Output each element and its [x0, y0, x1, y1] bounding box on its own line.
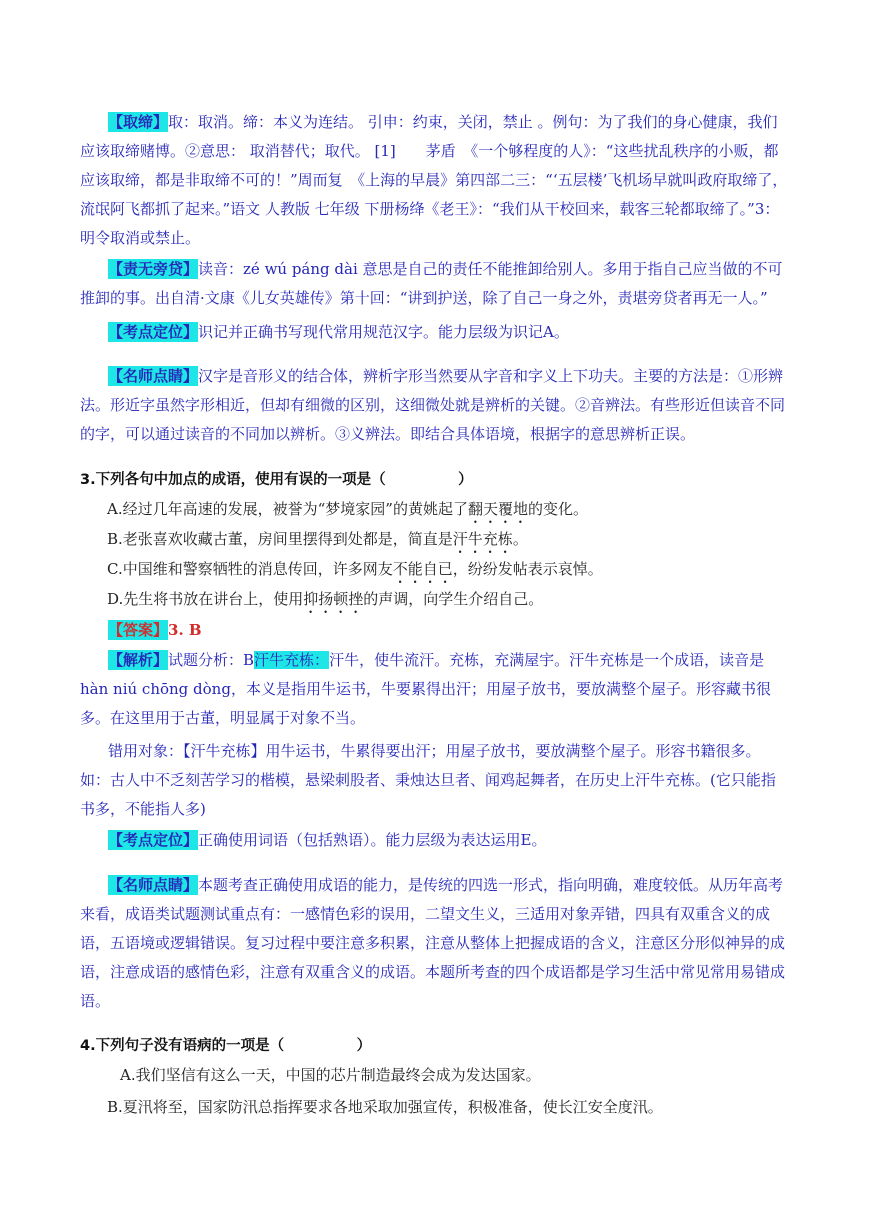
- answer-value: 3. B: [168, 621, 202, 639]
- option-text: A.经过几年高速的发展，被誉为“梦境家园”的黄姚起了: [107, 500, 468, 518]
- question-3-cuoyong: [80, 737, 790, 824]
- question-3-jiexi: [80, 646, 790, 733]
- paragraph-text: 汗牛，使牛流汗。充栋，充满屋宇。汗牛充栋是一个成语，读音是hàn niú chōng dòng，本义是指用牛运书，牛要累得出汗；用屋子放书，要放满整个屋子。形容藏书很多。在这里用于古董，明显属于对象不当。: [80, 651, 771, 727]
- option-text: 。: [512, 530, 528, 548]
- term-tag: 【责无旁贷】: [108, 260, 199, 278]
- dotted-idiom: 汗牛充栋: [452, 530, 513, 548]
- paragraph-quxiao: [80, 108, 790, 253]
- paragraph-text: 取：取消。缔：本义为连结。 引申：约束，关闭，禁止 。例句：为了我们的身心健康，我们应该取缔赌博。②意思： 取消替代；取代。 [1] 茅盾 《一个够程度的人》：“这些扰乱秩序的小贩，都应该取缔，都是非取缔不可的！”周而复 《上海的早晨》第四部二三：“‘五层楼’飞机场早就叫政府取缔了，流氓阿飞都抓了起来。”语文 人教版 七年级 下册杨绛《老王》：“我们从干校回来，载客三轮都取缔了。”3：明令取消或禁止。: [80, 113, 788, 247]
- paragraph-zewu: [80, 255, 790, 313]
- paragraph-text: 试题分析：B: [168, 651, 255, 669]
- option-text: ，纷纷发帖表示哀悼。: [452, 560, 603, 578]
- dotted-idiom: 不能自已: [392, 560, 453, 578]
- term-tag: 【取缔】: [108, 113, 169, 131]
- question-4-title: 4.下列句子没有语病的一项是（ ）: [80, 1038, 372, 1054]
- question-3-option-c: [107, 558, 603, 587]
- question-3-title: 3.下列各句中加点的成语，使用有误的一项是（ ）: [80, 472, 473, 488]
- dotted-idiom: 抑扬顿挫: [303, 590, 364, 608]
- option-text: 的变化。: [527, 500, 588, 518]
- question-3-kaodian: [80, 826, 790, 855]
- mingshi-tag: 【名师点睛】: [108, 876, 199, 894]
- question-3-option-b: [107, 528, 528, 557]
- option-text: B.老张喜欢收藏古董，房间里摆得到处都是，简直是: [107, 530, 453, 548]
- option-text: 的声调，向学生介绍自己。: [363, 590, 544, 608]
- kaodian-tag: 【考点定位】: [108, 323, 199, 341]
- question-3-answer: [80, 616, 790, 645]
- paragraph-kaodian-1: [80, 318, 790, 347]
- paragraph-text: 本题考查正确使用成语的能力，是传统的四选一形式，指向明确，难度较低。从历年高考来看，成语类试题测试重点有：一感情色彩的误用，二望文生义，三适用对象弄错，四具有双重含义的成语，五语境或逻辑错误。复习过程中要注意多积累，注意从整体上把握成语的含义，注意区分形似神异的成语，注意成语的感情色彩，注意有双重含义的成语。本题所考查的四个成语都是学习生活中常见常用易错成语。: [80, 876, 786, 1010]
- highlighted-idiom: 汗牛充栋：: [254, 651, 330, 669]
- paragraph-text: 读音：zé wú páng dài 意思是自己的责任不能推卸给别人。多用于指自己应当做的不可推卸的事。出自清·文康《儿女英雄传》第十回：“讲到护送，除了自己一身之外，责堪旁贷者再无一人。”: [80, 260, 783, 307]
- question-4-option-a: A.我们坚信有这么一天，中国的芯片制造最终会成为发达国家。: [120, 1066, 541, 1084]
- question-3-option-d: [107, 588, 543, 617]
- option-text: C.中国维和警察牺牲的消息传回，许多网友: [107, 560, 393, 578]
- paragraph-mingshi-1: [80, 362, 790, 449]
- mingshi-tag: 【名师点睛】: [108, 367, 199, 385]
- question-3-option-a: [107, 498, 588, 527]
- answer-tag: 【答案】: [108, 621, 169, 639]
- dotted-idiom: 翻天覆地: [467, 500, 528, 518]
- paragraph-text: 正确使用词语（包括熟语）。能力层级为表达运用E。: [198, 831, 547, 849]
- kaodian-tag: 【考点定位】: [108, 831, 199, 849]
- paragraph-text: 错用对象：【汗牛充栋】用牛运书，牛累得要出汗；用屋子放书，要放满整个屋子。形容书籍很多。如：古人中不乏刻苦学习的楷模，悬梁刺股者、秉烛达旦者、闻鸡起舞者，在历史上汗牛充栋。(它只能指书多，不能指人多): [80, 742, 776, 818]
- paragraph-text: 识记并正确书写现代常用规范汉字。能力层级为识记A。: [198, 323, 569, 341]
- jiexi-tag: 【解析】: [108, 651, 169, 669]
- option-text: D.先生将书放在讲台上，使用: [107, 590, 304, 608]
- question-4-option-b: B.夏汛将至，国家防汛总指挥要求各地采取加强宣传，积极准备，使长江安全度汛。: [107, 1098, 663, 1116]
- paragraph-text: 汉字是音形义的结合体，辨析字形当然要从字音和字义上下功夫。主要的方法是：①形辨法。形近字虽然字形相近，但却有细微的区别，这细微处就是辨析的关键。②音辨法。有些形近但读音不同的字，可以通过读音的不同加以辨析。③义辨法。即结合具体语境，根据字的意思辨析正误。: [80, 367, 786, 443]
- question-3-mingshi: [80, 871, 790, 1016]
